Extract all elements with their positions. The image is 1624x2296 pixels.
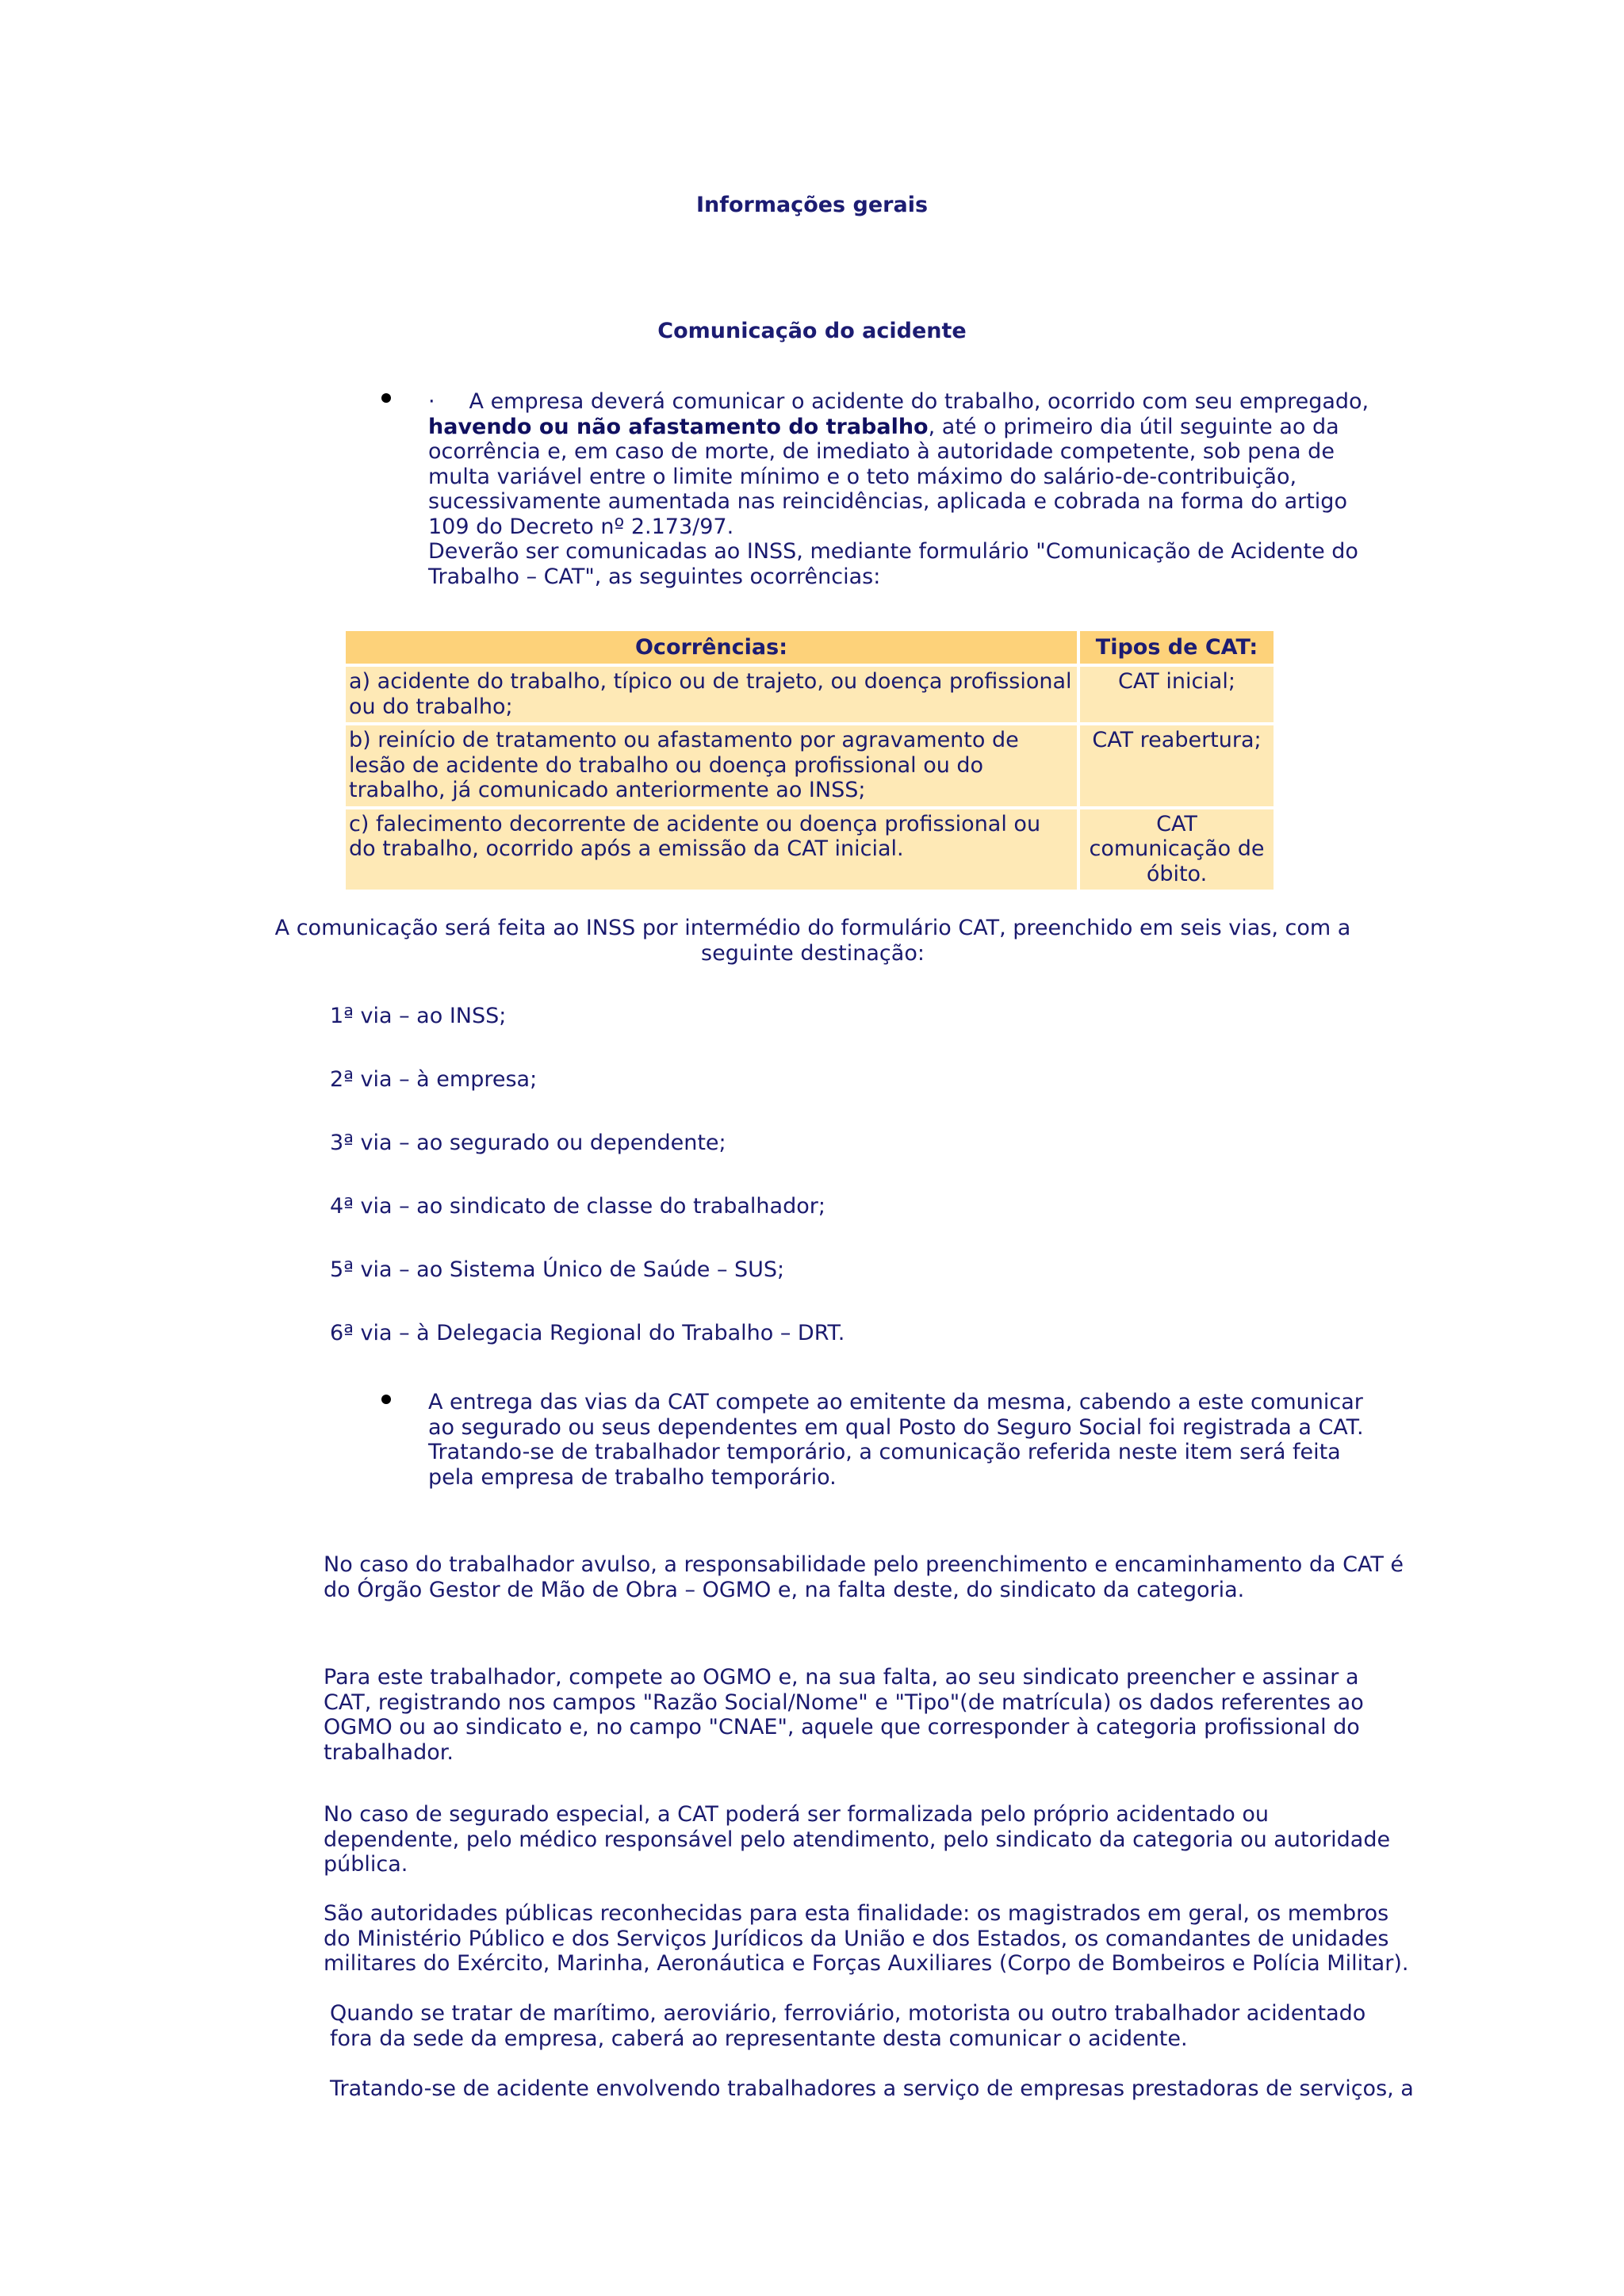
- table-row: [346, 667, 1274, 722]
- intro-paragraph: [428, 389, 1380, 589]
- intro-marker: ·: [428, 389, 435, 414]
- maritimo-paragraph: Quando se tratar de marítimo, aeroviário, ferroviário, motorista ou outro trabalhador acidentado fora da sede da empresa, caberá ao representante desta comunicar o acidente.: [330, 2001, 1366, 2051]
- cat-type-cell: CAT reabertura;: [1080, 725, 1274, 806]
- via-item: 2ª via – à empresa;: [330, 1067, 538, 1092]
- table-header-row: [346, 631, 1274, 664]
- ogmo-paragraph: Para este trabalhador, compete ao OGMO e, na sua falta, ao seu sindicato preencher e assinar a CAT, registrando nos campos "Razão Social/Nome" e "Tipo"(de matrícula) os dados referentes ao OGMO ou ao sindicato e, no campo "CNAE", aquele que corresponder à categoria profissional do trabalhador.: [324, 1665, 1364, 1765]
- column-header-occurrences: Ocorrências:: [346, 631, 1077, 664]
- bullet-icon: [381, 1395, 391, 1404]
- occurrence-cell: b) reinício de tratamento ou afastamento por agravamento de lesão de acidente do trabalho ou doença profissional ou do trabalho, já comunicado anteriormente ao INSS;: [346, 725, 1077, 806]
- table-row: [346, 725, 1274, 806]
- communication-paragraph: A comunicação será feita ao INSS por intermédio do formulário CAT, preenchido em seis vias, com a seguinte destinação:: [274, 916, 1351, 966]
- segurado-especial-paragraph: No caso de segurado especial, a CAT poderá ser formalizada pelo próprio acidentado ou dependente, pelo médico responsável pelo atendimento, pelo sindicato da categoria ou autoridade pública.: [324, 1802, 1391, 1877]
- cat-type-cell: CAT inicial;: [1080, 667, 1274, 722]
- table-row: [346, 809, 1274, 890]
- avulso-paragraph: No caso do trabalhador avulso, a responsabilidade pelo preenchimento e encaminhamento da CAT é do Órgão Gestor de Mão de Obra – OGMO e, na falta deste, do sindicato da categoria.: [324, 1552, 1404, 1602]
- intro-text-start: A empresa deverá comunicar o acidente do trabalho, ocorrido com seu empregado,: [469, 389, 1369, 414]
- prestadoras-paragraph: Tratando-se de acidente envolvendo trabalhadores a serviço de empresas prestadoras de serviços, a: [330, 2076, 1414, 2101]
- cat-type-cell: CAT comunicação de óbito.: [1080, 809, 1274, 890]
- occurrences-table: [343, 628, 1277, 893]
- occurrence-cell: a) acidente do trabalho, típico ou de trajeto, ou doença profissional ou do trabalho;: [346, 667, 1077, 722]
- delivery-paragraph: A entrega das vias da CAT compete ao emitente da mesma, cabendo a este comunicar ao segurado ou seus dependentes em qual Posto do Seguro Social foi registrada a CAT. Tratando-se de trabalhador temporário, a comunicação referida neste item será feita pela empresa de trabalho temporário.: [428, 1390, 1364, 1490]
- intro-second-text: Deverão ser comunicadas ao INSS, mediante formulário "Comunicação de Acidente do Trabalho – CAT", as seguintes ocorrências:: [428, 539, 1358, 589]
- intro-text-end: , até o primeiro dia útil seguinte ao da ocorrência e, em caso de morte, de imediato à autoridade competente, sob pena de multa variável entre o limite mínimo e o teto máximo do salário-de-contribuição, sucessivamente aumentada nas reincidências, aplicada e cobrada na forma do artigo 109 do Decreto nº 2.173/97.: [428, 414, 1347, 539]
- via-item: 6ª via – à Delegacia Regional do Trabalho – DRT.: [330, 1321, 845, 1345]
- autoridades-paragraph: São autoridades públicas reconhecidas para esta finalidade: os magistrados em geral, os membros do Ministério Público e dos Serviços Jurídicos da União e dos Estados, os comandantes de unidades militares do Exército, Marinha, Aeronáutica e Forças Auxiliares (Corpo de Bombeiros e Polícia Militar).: [324, 1901, 1409, 1976]
- section-title: Comunicação do acidente: [657, 319, 967, 343]
- intro-bold-text: havendo ou não afastamento do trabalho: [428, 414, 929, 439]
- page-title: Informações gerais: [695, 193, 929, 217]
- via-item: 5ª via – ao Sistema Único de Saúde – SUS;: [330, 1257, 785, 1282]
- via-item: 1ª via – ao INSS;: [330, 1004, 507, 1028]
- bullet-icon: [381, 393, 391, 403]
- occurrence-cell: c) falecimento decorrente de acidente ou doença profissional ou do trabalho, ocorrido após a emissão da CAT inicial.: [346, 809, 1077, 890]
- column-header-cat-types: Tipos de CAT:: [1080, 631, 1274, 664]
- via-item: 3ª via – ao segurado ou dependente;: [330, 1131, 726, 1155]
- via-item: 4ª via – ao sindicato de classe do trabalhador;: [330, 1194, 825, 1219]
